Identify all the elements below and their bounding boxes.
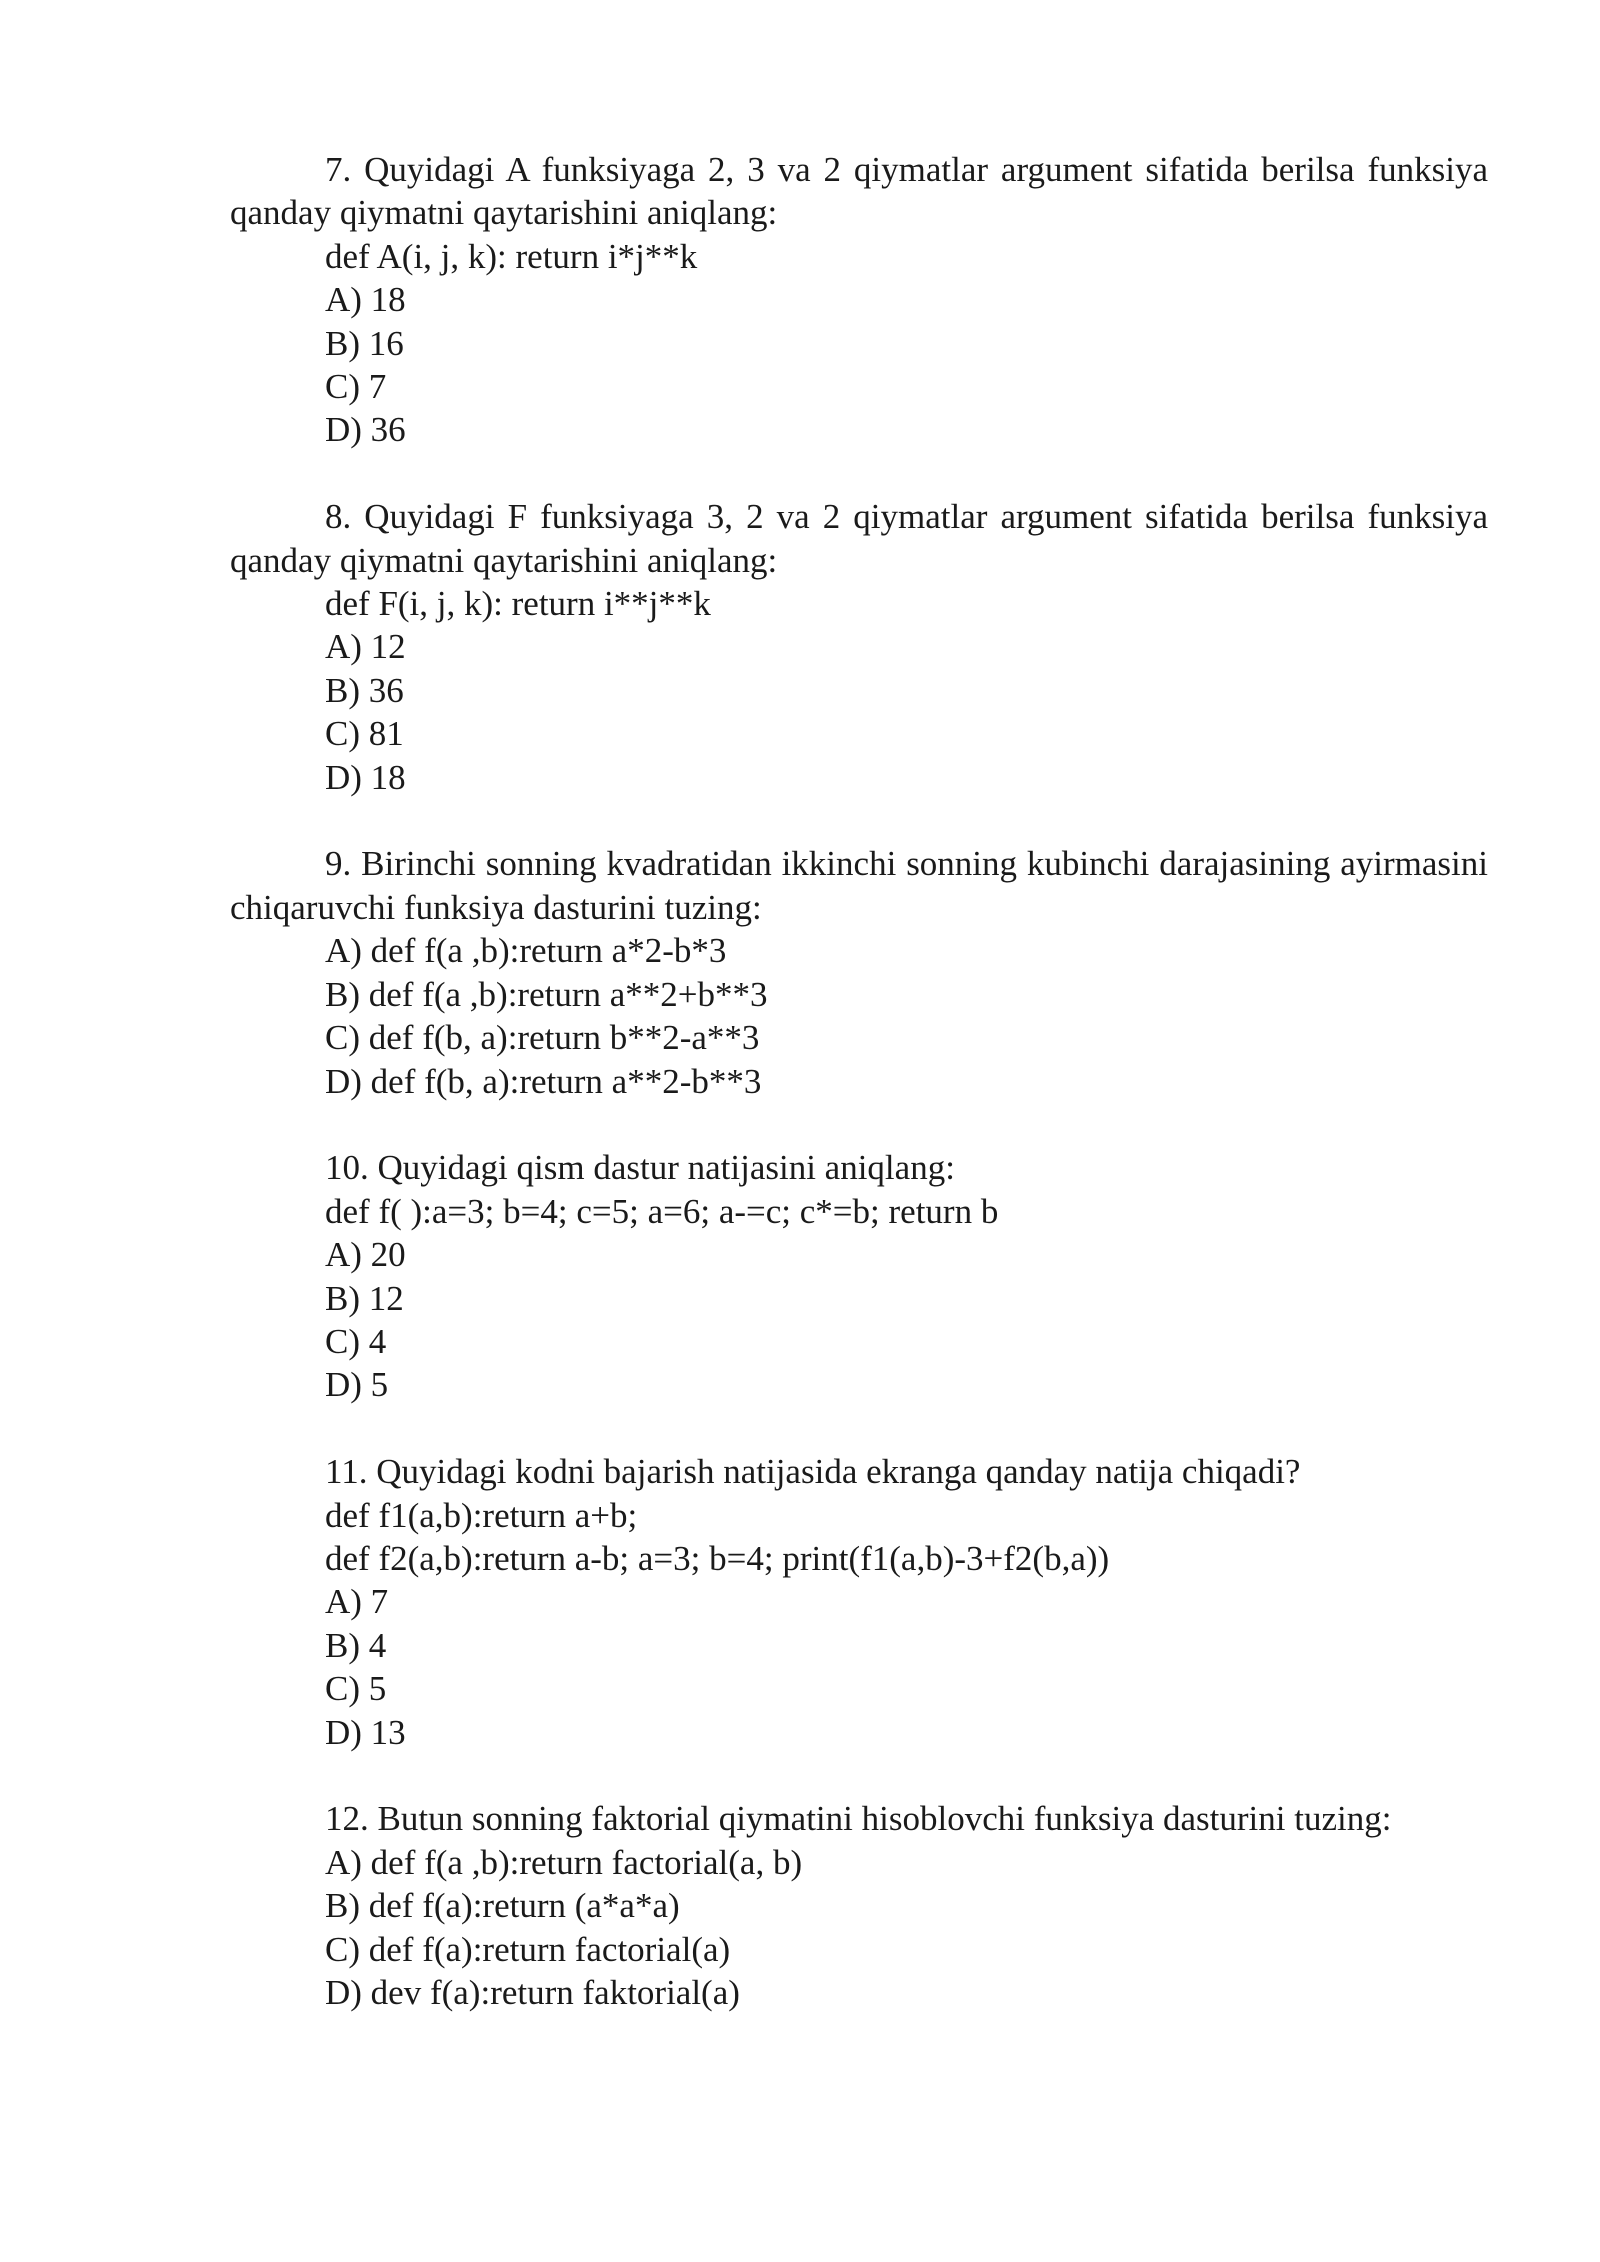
- answer-option-c: C) 7: [325, 367, 387, 407]
- answer-option-c: C) 4: [325, 1321, 387, 1361]
- answer-option-c: C) def f(a):return factorial(a): [325, 1929, 731, 1969]
- question-stem: 8. Quyidagi F funksiyaga 3, 2 va 2 qiymatlar argument sifatida berilsa funksiya qanday qiymatni qaytarishini aniqlang:: [230, 497, 1488, 580]
- answer-option-d: D) 36: [325, 410, 406, 450]
- question-stem: 7. Quyidagi A funksiyaga 2, 3 va 2 qiymatlar argument sifatida berilsa funksiya qanday qiymatni qaytarishini aniqlang:: [230, 150, 1488, 233]
- answer-option-b: B) 4: [325, 1625, 387, 1665]
- answer-option-d: D) def f(b, a):return a**2-b**3: [325, 1061, 762, 1101]
- answer-option-b: B) def f(a):return (a*a*a): [325, 1886, 680, 1926]
- question-stem: 11. Quyidagi kodni bajarish natijasida ekranga qanday natija chiqadi?: [325, 1452, 1301, 1492]
- code-line: def f2(a,b):return a-b; a=3; b=4; print(f1(a,b)-3+f2(b,a)): [325, 1538, 1110, 1578]
- answer-option-b: B) 12: [325, 1278, 404, 1318]
- answer-option-b: B) 16: [325, 323, 404, 363]
- question-7: [230, 148, 1488, 452]
- question-9: [230, 842, 1488, 1102]
- answer-option-a: A) 20: [325, 1235, 406, 1275]
- answer-option-d: D) 5: [325, 1365, 389, 1405]
- answer-option-a: A) 12: [325, 627, 406, 667]
- question-stem: 9. Birinchi sonning kvadratidan ikkinchi sonning kubinchi darajasining ayirmasini chiqaruvchi funksiya dasturini tuzing:: [230, 844, 1488, 927]
- code-line: def f1(a,b):return a+b;: [325, 1495, 638, 1535]
- question-8: [230, 495, 1488, 799]
- answer-option-a: A) 18: [325, 280, 406, 320]
- question-12: [230, 1797, 1488, 2014]
- question-stem: 10. Quyidagi qism dastur natijasini aniqlang:: [325, 1148, 955, 1188]
- document-page: [230, 148, 1488, 2058]
- question-11: [230, 1450, 1488, 1754]
- answer-option-b: B) 36: [325, 670, 404, 710]
- answer-option-c: C) 5: [325, 1669, 387, 1709]
- answer-option-a: A) 7: [325, 1582, 389, 1622]
- code-line: def f( ):a=3; b=4; c=5; a=6; a-=c; c*=b; return b: [325, 1191, 999, 1231]
- code-line: def F(i, j, k): return i**j**k: [325, 584, 711, 624]
- answer-option-d: D) 18: [325, 757, 406, 797]
- answer-option-a: A) def f(a ,b):return a*2-b*3: [325, 931, 727, 971]
- question-10: [230, 1146, 1488, 1406]
- answer-option-d: D) dev f(a):return faktorial(a): [325, 1972, 740, 2012]
- answer-option-a: A) def f(a ,b):return factorial(a, b): [325, 1842, 803, 1882]
- answer-option-b: B) def f(a ,b):return a**2+b**3: [325, 974, 768, 1014]
- answer-option-c: C) def f(b, a):return b**2-a**3: [325, 1018, 760, 1058]
- question-stem: 12. Butun sonning faktorial qiymatini hisoblovchi funksiya dasturini tuzing:: [325, 1799, 1392, 1839]
- answer-option-d: D) 13: [325, 1712, 406, 1752]
- answer-option-c: C) 81: [325, 714, 404, 754]
- code-line: def A(i, j, k): return i*j**k: [325, 236, 698, 276]
